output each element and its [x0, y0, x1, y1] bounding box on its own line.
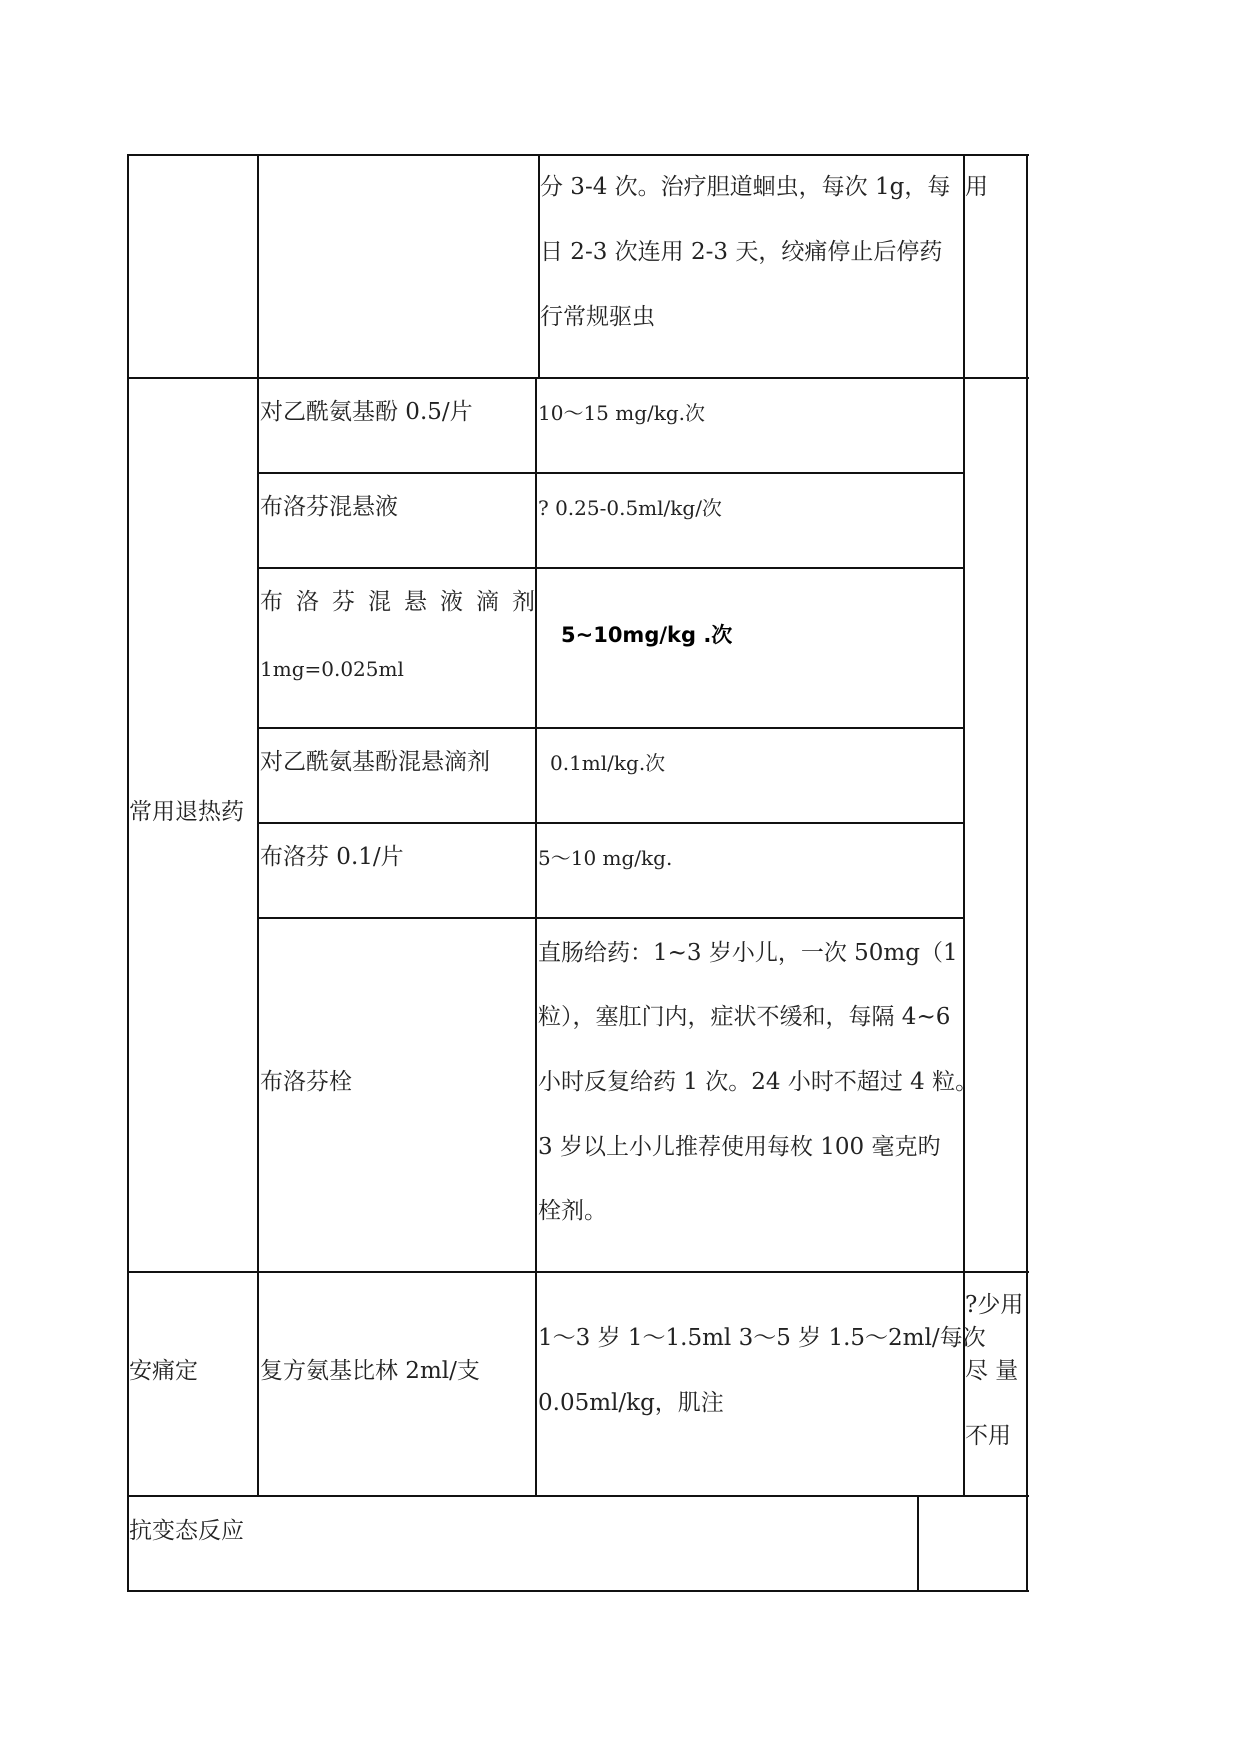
dosage-text-line: 行常规驱虫: [540, 304, 655, 330]
row-divider: [258, 567, 965, 569]
drug-dosage: 5～10 mg/kg.: [538, 846, 673, 870]
drug-dosage: 10～15 mg/kg.次: [538, 401, 706, 425]
table-right-border: [1026, 154, 1028, 1592]
dosage-text-line: 3 岁以上小儿推荐使用每枚 100 毫克旳: [538, 1134, 941, 1160]
table-top-border: [127, 154, 1029, 156]
drug-name: 布洛芬栓: [260, 1069, 352, 1095]
drug-name: 布洛芬混悬液滴剂: [260, 589, 548, 615]
table-bottom-border: [127, 1590, 1029, 1592]
column-divider: [917, 1495, 919, 1592]
row-divider: [258, 727, 965, 729]
drug-name: 对乙酰氨基酚混悬滴剂: [260, 749, 490, 775]
drug-dosage: ? 0.25-0.5ml/kg/次: [538, 496, 722, 520]
note-text: ?少用: [965, 1292, 1024, 1318]
drug-name: 复方氨基比林 2ml/支: [260, 1358, 480, 1384]
column-divider: [257, 154, 259, 1497]
row-divider: [258, 917, 965, 919]
dosage-text-line: 小时反复给药 1 次。24 小时不超过 4 粒。: [538, 1069, 979, 1095]
row-divider: [127, 377, 1029, 379]
dosage-text-line: 粒），塞肛门内，症状不缓和，每隔 4~6: [538, 1004, 951, 1030]
note-text: 尽 量: [965, 1358, 1019, 1384]
dosage-text-line: 栓剂。: [538, 1198, 607, 1224]
drug-name: 布洛芬混悬液: [260, 494, 398, 520]
row-divider: [258, 822, 965, 824]
row-divider: [258, 472, 965, 474]
category-label: 常用退热药: [129, 799, 244, 825]
dosage-text-line: 0.05ml/kg，肌注: [538, 1390, 724, 1416]
dosage-text-line: 1～3 岁 1～1.5ml 3～5 岁 1.5～2ml/每次: [538, 1325, 986, 1351]
note-text: 用: [965, 174, 988, 200]
dosage-text-line: 分 3-4 次。治疗胆道蛔虫，每次 1g，每: [540, 174, 951, 200]
row-divider: [127, 1271, 1029, 1273]
drug-name: 对乙酰氨基酚 0.5/片: [260, 399, 473, 425]
dosage-text-line: 直肠给药：1~3 岁小儿，一次 50mg（1: [538, 940, 958, 966]
category-label: 抗变态反应: [129, 1518, 244, 1544]
dosage-text-line: 日 2-3 次连用 2-3 天，绞痛停止后停药: [540, 239, 943, 265]
note-text: 不用: [965, 1423, 1011, 1449]
drug-name-sub: 1mg=0.025ml: [260, 657, 404, 681]
drug-dosage: 5~10mg/kg .次: [561, 623, 733, 647]
drug-dosage: 0.1ml/kg.次: [550, 751, 666, 775]
drug-name: 布洛芬 0.1/片: [260, 844, 404, 870]
column-divider: [535, 377, 537, 1497]
category-label: 安痛定: [129, 1358, 198, 1384]
row-divider: [127, 1495, 1029, 1497]
